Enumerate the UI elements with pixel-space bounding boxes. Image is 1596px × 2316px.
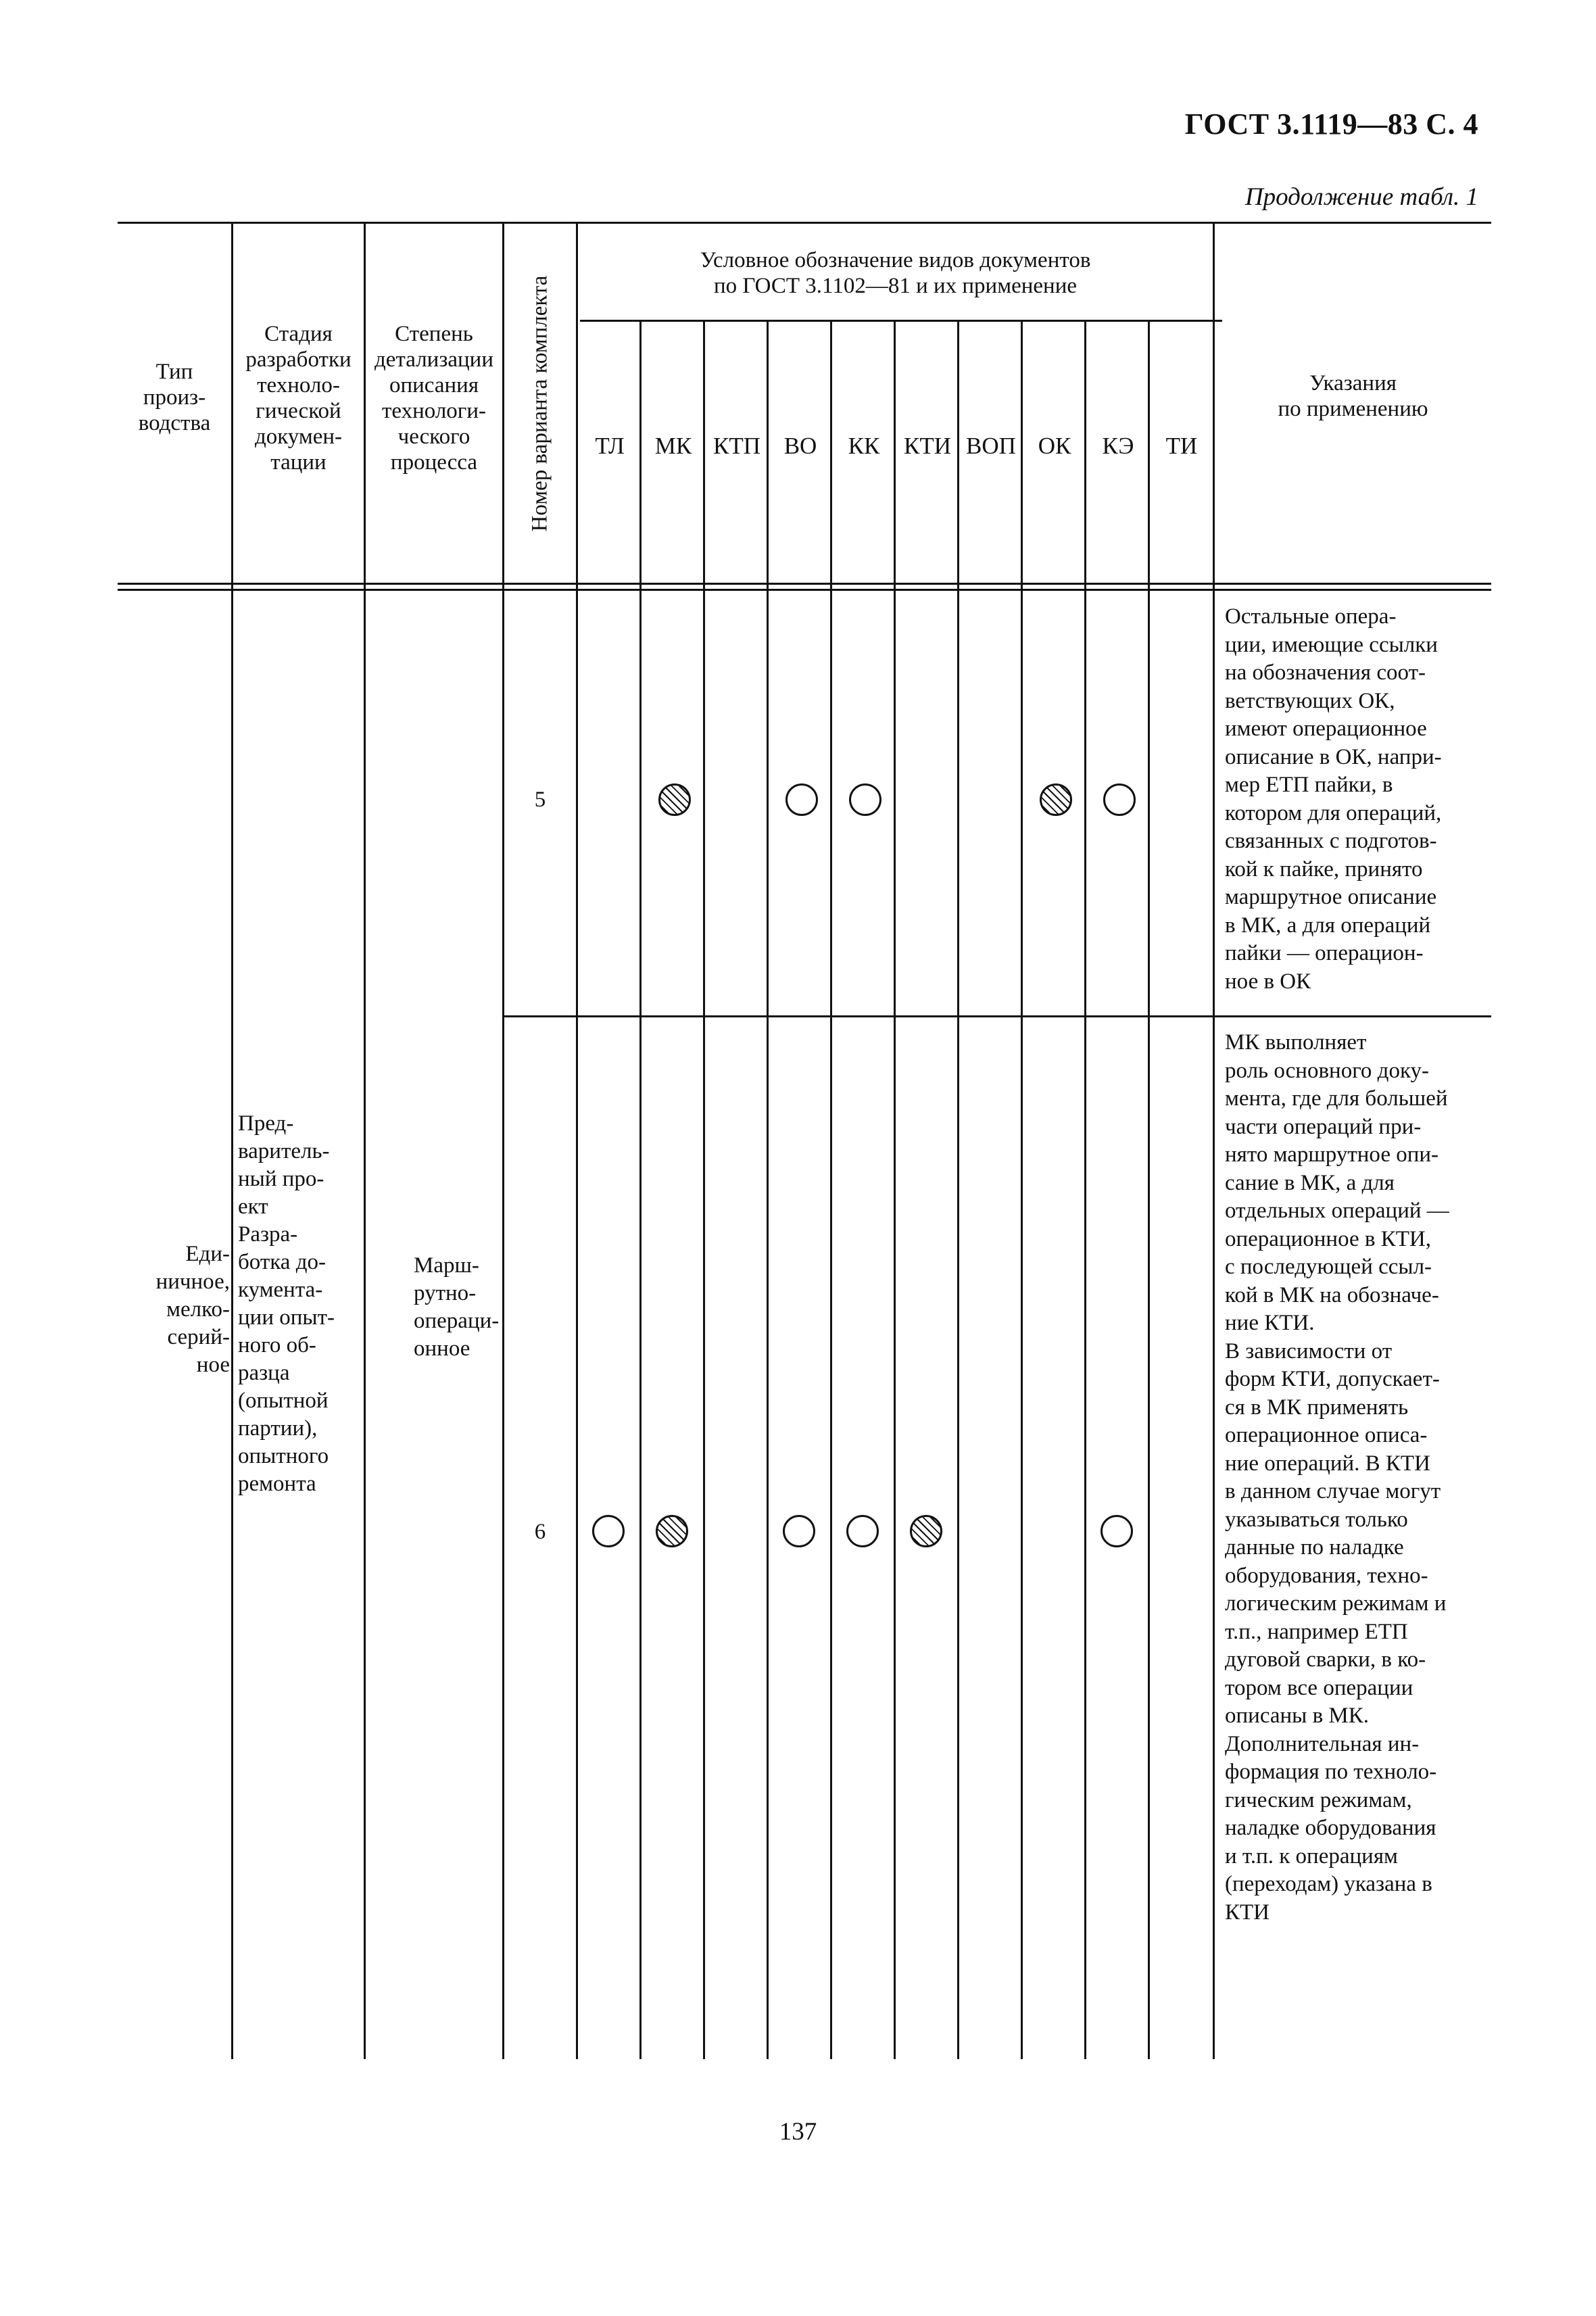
header-bottom-border xyxy=(118,583,1491,585)
header-bottom-border-double xyxy=(118,589,1491,591)
col-divider xyxy=(1213,222,1215,2059)
col-divider xyxy=(1021,320,1023,2059)
header-development-stage: Стадия разработки техноло- гической докумен- тации xyxy=(245,322,352,475)
doc-type-kti: КТИ xyxy=(904,433,951,459)
col-divider xyxy=(639,320,642,2059)
doc-type-vop: ВОП xyxy=(966,433,1016,459)
col-divider xyxy=(703,320,705,2059)
col-divider xyxy=(231,222,233,2059)
col-divider xyxy=(364,222,366,2059)
doc-type-kk: КК xyxy=(848,433,880,459)
doc-type-ok: ОК xyxy=(1038,433,1071,459)
header-production-type: Тип произ- водства xyxy=(138,360,211,435)
header-instructions: Указания по применению xyxy=(1278,371,1428,421)
header-detail-level: Степень детализации описания технологи- ческого процесса xyxy=(374,322,493,475)
marker-filled xyxy=(658,783,691,816)
marker-filled xyxy=(1040,783,1072,816)
doc-type-ti: ТИ xyxy=(1165,433,1198,459)
body-production-type: Еди- ничное, мелко- серий- ное xyxy=(155,1242,230,1377)
variant-number: 5 xyxy=(534,788,546,812)
marker-filled xyxy=(910,1515,942,1547)
marker-empty xyxy=(783,1515,815,1547)
marker-empty xyxy=(592,1515,625,1547)
row-6-note: МК выполняет роль основного доку- мента, где для большей части операций при- нято маршрутное опи- сание в МК, а для отдельных операций — операционное в КТИ, с последующей ссыл- кой в МК на обозначе- ние КТИ. В зависимости от форм КТИ, допускает- ся в МК применять операционное описа- ние операций. В КТИ в данном случае могут указываться только данные по наладке оборудования, техно- логическим режимам и т.п., например ЕТП дуговой сварки, в ко- тором все операции описаны в МК. Дополнительная ин- формация по техноло- гическим режимам, наладке оборудования и т.п. к операциям (переходам) указана в КТИ xyxy=(1225,1030,1449,1925)
col-divider xyxy=(894,320,896,2059)
marker-empty xyxy=(849,783,881,816)
col-divider xyxy=(830,320,832,2059)
table-top-border xyxy=(118,222,1491,224)
marker-filled xyxy=(656,1515,688,1547)
marker-empty xyxy=(1103,783,1136,816)
marker-empty xyxy=(785,783,818,816)
body-development-stage: Пред- варитель- ный про- ект Разра- ботка до- кумента- ции опыт- ного об- разца (опытной партии), опытного ремонта xyxy=(238,1111,335,1496)
header-variant-number: Номер варианта комплекта xyxy=(527,275,552,531)
row-5-note: Остальные опера- ции, имеющие ссылки на обозначения соот- ветствующих ОК, имеют операционное описание в ОК, напри- мер ЕТП пайки, в котором для операций, связанных с подготов- кой к пайке, принято маршрутное описание в МК, а для операций пайки — операцион- ное в ОК xyxy=(1225,604,1442,994)
marker-empty xyxy=(1101,1515,1133,1547)
page-number: 137 xyxy=(779,2118,817,2146)
doc-type-ke: КЭ xyxy=(1102,433,1134,459)
col-divider xyxy=(576,222,578,2059)
col-divider xyxy=(1148,320,1150,2059)
variant-number: 6 xyxy=(534,1520,546,1544)
col-divider xyxy=(957,320,959,2059)
doc-group-divider xyxy=(580,320,1222,322)
doc-type-tl: ТЛ xyxy=(595,433,625,459)
header-doc-types-group: Условное обозначение видов документов по ГОСТ 3.1102—81 и их применение xyxy=(700,248,1091,298)
doc-type-mk: МК xyxy=(654,433,692,459)
marker-empty xyxy=(846,1515,879,1547)
row-divider xyxy=(504,1015,1491,1017)
body-detail-level: Марш- рутно- оперaци- онное xyxy=(414,1253,500,1361)
doc-type-ktp: КТП xyxy=(713,433,760,459)
gost-reference: ГОСТ 3.1119—83 С. 4 xyxy=(1184,107,1478,141)
table-continuation-label: Продолжение табл. 1 xyxy=(1244,183,1478,211)
doc-type-vo: ВО xyxy=(783,433,817,459)
col-divider xyxy=(1084,320,1086,2059)
header-variant-number-cell xyxy=(504,224,576,583)
col-divider xyxy=(767,320,769,2059)
